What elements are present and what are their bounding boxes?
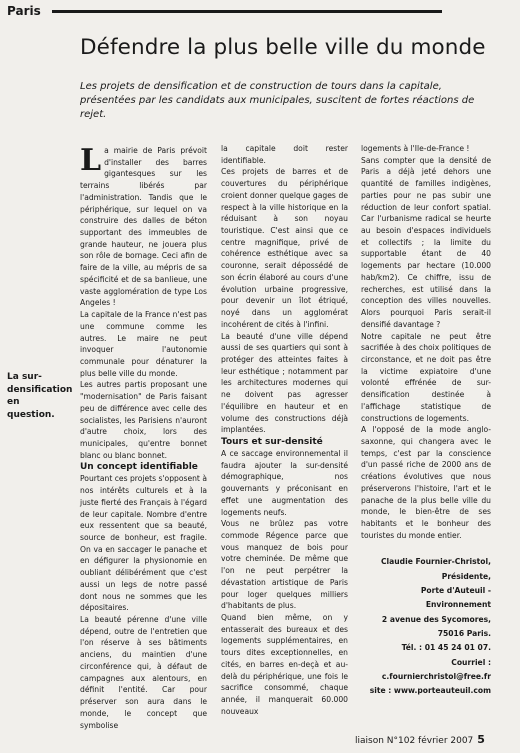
- paragraph: Ces projets de barres et de couvertures du périphérique croient donner quelque gages de respect à la ville historique en la réduisant à son noyau touristique. C'est ainsi que ce centre magnifique, privé de cohérence esthétique avec sa couronne, serait dépossédé de son écrin élaboré au cours d'une évolution urbaine progressive, pour devenir un îlot étriqué, noyé dans un agglomérat incohérent de cités à l'infini.: [221, 167, 348, 329]
- side-caption: La sur-densification en question.: [7, 372, 73, 420]
- address-city: 75016 Paris.: [437, 628, 491, 638]
- page-footer: [355, 733, 485, 746]
- header-rule: [52, 10, 442, 13]
- email-label: Courriel :: [451, 657, 491, 667]
- phone: Tél. : 01 45 24 01 07.: [401, 643, 491, 653]
- paragraph: La beauté d'une ville dépend aussi de ses quartiers qui sont à protéger des atteintes faites à leur esthétique ; notamment par les architectures modernes qui ne doivent pas agresser l'équilibre en hauteur et en volume des constructions déjà implantées.: [221, 331, 348, 435]
- paragraph: Les autres partis proposant une "modernisation" de Paris faisant peu de différence avec celle des socialistes, les Parisiens n'auront d'autre choix, lors des municipales, qu'entre bonnet blanc ou blanc bonnet.: [80, 380, 207, 460]
- paragraph: logements à l'Ile-de-France !: [361, 144, 470, 153]
- website-link[interactable]: site : www.porteauteuil.com: [369, 686, 491, 696]
- subheading: Un concept identifiable: [80, 462, 198, 473]
- paragraph: Notre capitale ne peut être sacrifiée à des choix politiques de circonstance, et ne doit pas être la victime expiatoire d'une volonté effrénée de sur-densification destinée à l'affichage statistique de constructions de logements.: [361, 331, 491, 423]
- paragraph: Quand bien même, on y entasserait des bureaux et des logements supplémentaires, en tours dites exceptionnelles, en cités, en barres en-deçà et au-delà du périphérique, une fois le sacrifice consommé, chaque année, il manquerait 60.000 nouveaux: [221, 613, 348, 716]
- paragraph: Sans compter que la densité de Paris a déjà jeté dehors une quantité de familles indigènes, parties pour ne pas subir une réduction de leur confort spatial. Car l'urbanisme radical se heurte au besoin d'espaces individuels et collectifs ; la limite du supportable étant de 40 logements par hectare (10.000 hab/km2). Ce chiffre, issu de recherches, est utilisé dans la conception des villes nouvelles. Alors pourquoi Paris serait-il densifié davantage ?: [361, 155, 491, 329]
- issue-info: liaison N°102 février 2007: [355, 736, 474, 746]
- drop-cap: L: [80, 143, 102, 178]
- paragraph: Pourtant ces projets s'opposent à nos intérêts culturels et à la juste fierté des Français à l'égard de leur capitale. Nombre d'entre eux ressentent que sa beauté, source de bonheur, est fragile. On va en saccager le panache et en défigurer la physionomie en oubliant délibérément que c'est aussi un legs de notre passé dont nous ne sommes que les dépositaires.: [80, 474, 207, 613]
- address-street: 2 avenue des Sycomores,: [381, 614, 491, 624]
- section-header: [0, 0, 520, 22]
- paragraph: A ce saccage environnemental il faudra ajouter la sur-densité démographique, nos gouvernants y préconisant en effet une augmentation des logements neufs.: [221, 448, 348, 517]
- page-number: 5: [477, 733, 485, 746]
- email-link[interactable]: c.fournierchristol@free.fr: [381, 671, 491, 681]
- subheading: Tours et sur-densité: [221, 436, 323, 447]
- paragraph: La beauté pérenne d'une ville dépend, outre de l'entretien que l'on réserve à ses bâtiments anciens, du maintien d'une circonférence qui, à défaut de campagnes aux alentours, en définit l'entité. Car pour préserver son aura dans le monde, le concept que symbolise: [80, 615, 207, 730]
- text-column-1: [80, 145, 207, 731]
- author-role: Présidente,: [441, 571, 491, 581]
- paragraph: la capitale doit rester identifiable.: [221, 144, 348, 165]
- paragraph: Vous ne brûlez pas votre commode Régence parce que vous manquez de bois pour votre cheminée. De même que l'on ne peut perpétrer la dévastation artistique de Paris pour loger quelques milliers d'habitants de plus.: [221, 519, 348, 611]
- author-name: Claudie Fournier-Christol,: [380, 557, 491, 567]
- article-title: Défendre la plus belle ville du monde: [80, 35, 486, 60]
- signature-block: [361, 555, 491, 698]
- text-column-3: [361, 143, 491, 698]
- article-lede: Les projets de densification et de construction de tours dans la capitale, présentées par les candidats aux municipales, suscitent de fortes réactions de rejet.: [80, 81, 475, 120]
- text-column-2: [221, 143, 348, 718]
- organization: Porte d'Auteuil - Environnement: [420, 586, 491, 610]
- paragraph: La mairie de Paris prévoit d'installer des barres gigantesques sur les terrains libérés par l'administration. Tandis que le périphérique, sur lequel on va construire des dalles de béton supportant des immeubles de grande hauteur, ne jouera plus son rôle de bornage. Ceci afin de faire de la ville, au mépris de sa spécificité et de sa banlieue, une vaste agglomération de type Los Angeles !: [80, 143, 207, 308]
- paragraph: A l'opposé de la mode anglo-saxonne, qui changera avec le temps, c'est par la conscience d'un passé riche de 2000 ans de créations évolutives que nous préserverons l'histoire, l'art et le panache de la plus belle ville du monde, le bien-être de ses habitants et le bonheur des touristes du monde entier.: [361, 425, 491, 540]
- section-rubric: Paris: [7, 4, 41, 18]
- paragraph: La capitale de la France n'est pas une commune comme les autres. Le maire ne peut invoquer l'autonomie communale pour dénaturer la plus belle ville du monde.: [80, 310, 207, 378]
